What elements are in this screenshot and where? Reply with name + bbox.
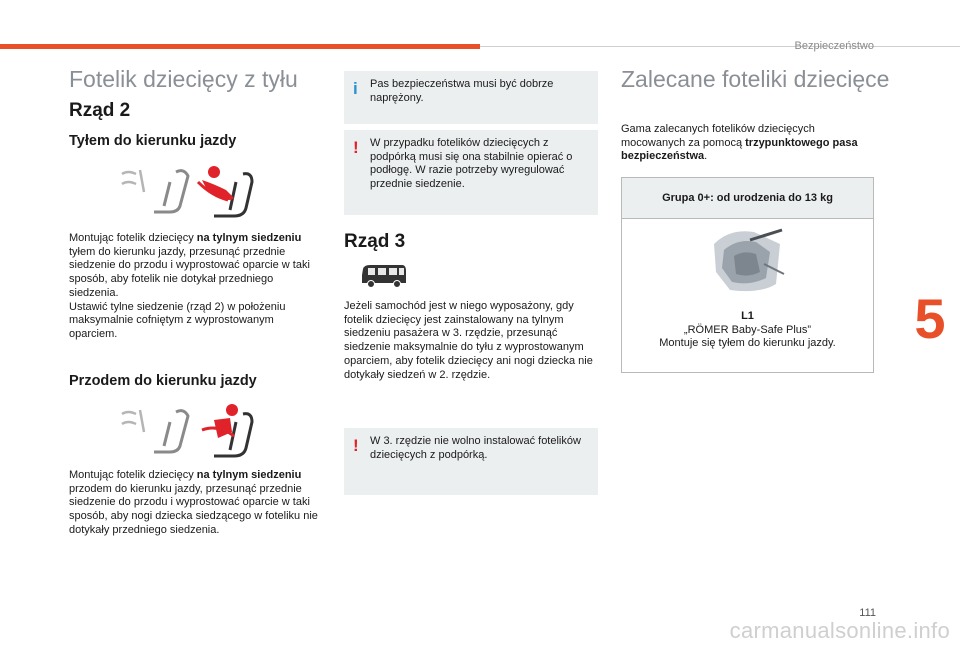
warning-note-support-leg: ! W przypadku fotelików dziecięcych z podpórką musi się ona stabilnie opierać o podłogę. W razie potrzeby wyregulować przednie siedzenie. [344,130,598,215]
page-number: 111 [859,607,876,619]
row-3-text: Jeżeli samochód jest w niego wyposażony, gdy fotelik dziecięcy jest zainstalowany na tylnym siedzeniu pasażera w 3. rzędzie, przesunąć siedzenie maksymalnie do tyłu z wyprostowanym oparciem, aby fotelik dziecięcy ani nogi dziecka nie dotykały siedzeń w 2. rzędzie. [344,300,593,381]
rear-facing-heading: Tyłem do kierunku jazdy [69,133,237,149]
forward-facing-heading: Przodem do kierunku jazdy [69,373,257,389]
warning-note-row-3: ! W 3. rzędzie nie wolno instalować fotelików dziecięcych z podpórką. [344,428,598,495]
forward-facing-seat-illustration [118,402,258,462]
child-seat-table [621,177,874,373]
rear-facing-text: Montując fotelik dziecięcy na tylnym siedzeniu tyłem do kierunku jazdy, przesunąć przednie siedzenie do przodu i wyprostować oparcie w taki sposób, aby fotelik nie dotykał przedniego siedzenia. Ustawić tylne siedzenie (rząd 2) w położeniu maksymalnie cofniętym z wyprostowanym oparciem. [69,232,310,340]
warning-icon: ! [353,436,359,455]
info-icon: i [353,79,358,98]
baby-seat-photo [710,224,786,298]
seat-class: L1 [741,310,754,322]
seat-note: Montuje się tyłem do kierunku jazdy. [659,337,836,350]
table-entry [622,310,873,351]
chapter-number: 5 [914,286,946,350]
header-rule [480,46,960,47]
header-accent-bar [0,44,480,49]
van-icon [360,263,408,289]
rear-facing-seat-illustration [118,162,258,222]
forward-facing-text: Montując fotelik dziecięcy na tylnym siedzeniu przodem do kierunku jazdy, przesunąć przednie siedzenie do przodu i wyprostować oparcie w taki sposób, aby nogi dziecka siedzącego w foteliku nie dotykały przedniego siedzenia. [69,469,318,536]
row-3-heading: Rząd 3 [344,231,406,252]
page-title: Fotelik dziecięcy z tyłu [69,66,298,92]
row-2-heading: Rząd 2 [69,100,131,121]
seat-product: „RÖMER Baby-Safe Plus” [683,323,812,336]
recommended-seats-title: Zalecane foteliki dziecięce [621,66,890,92]
section-title: Bezpieczeństwo [794,40,874,52]
recommended-seats-intro: Gama zalecanych fotelików dziecięcych mocowanych za pomocą trzypunktowego pasa bezpieczeństwa. [621,123,858,163]
table-group-header: Grupa 0+: od urodzenia do 13 kg [622,178,873,219]
watermark: carmanualsonline.info [729,618,950,643]
info-note: i Pas bezpieczeństwa musi być dobrze naprężony. [344,71,598,124]
warning-icon: ! [353,138,359,157]
